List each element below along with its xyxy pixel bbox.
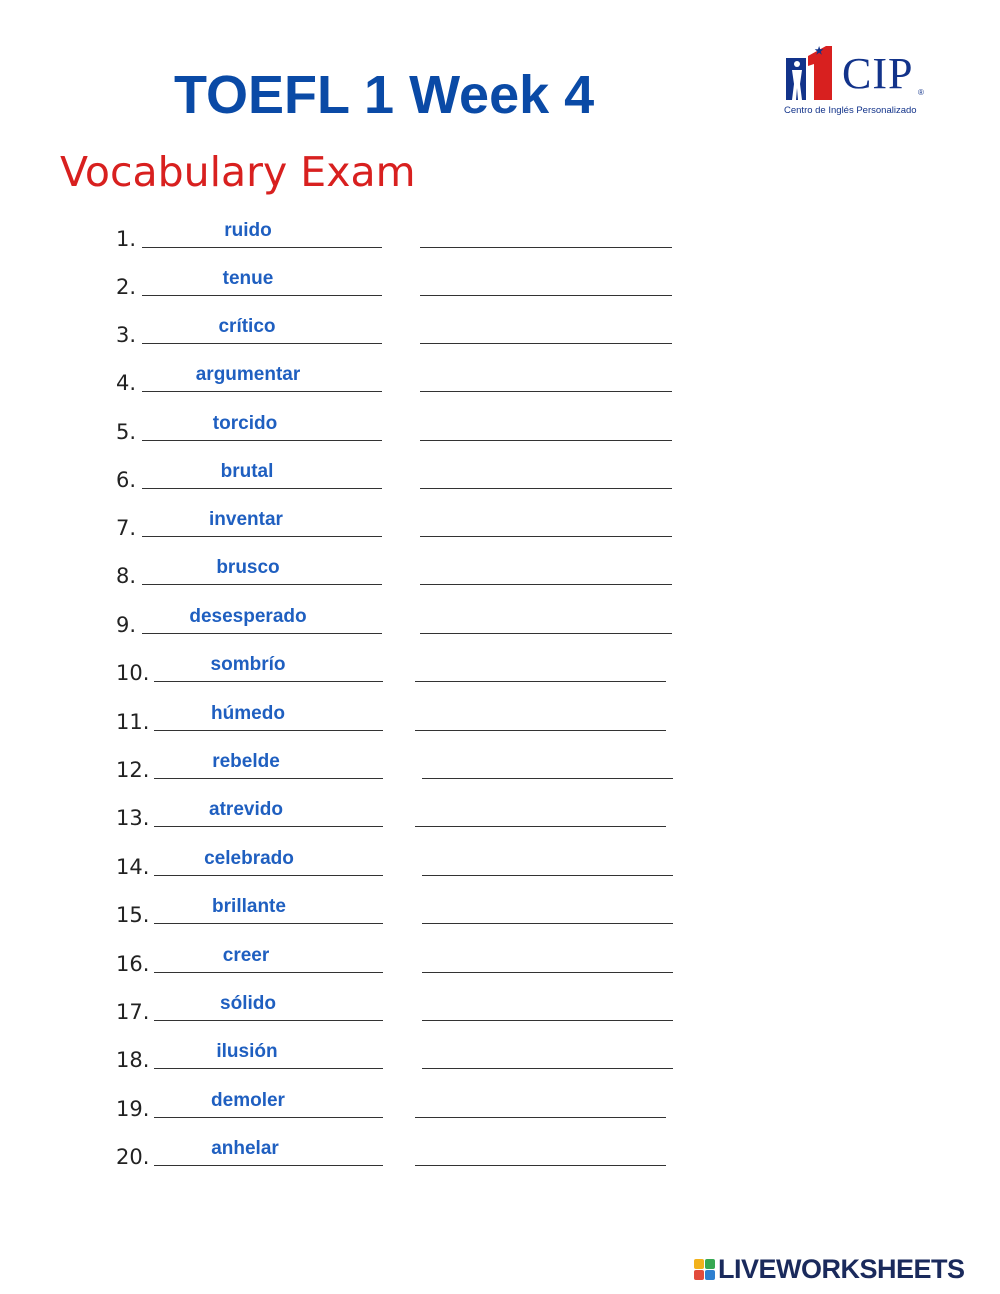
answer-field-english[interactable] (415, 730, 666, 731)
exam-item (0, 1124, 1000, 1168)
exam-item (0, 254, 1000, 298)
answer-field-english[interactable] (415, 681, 666, 682)
answer-field-english[interactable] (415, 826, 666, 827)
item-answer: celebrado (204, 848, 294, 869)
answer-field-spanish[interactable] (154, 1165, 383, 1166)
item-number: 6. (116, 468, 137, 492)
item-answer: demoler (211, 1090, 285, 1111)
item-answer: creer (222, 945, 270, 966)
item-number: 3. (116, 323, 137, 347)
answer-field-spanish[interactable] (154, 778, 383, 779)
answer-field-english[interactable] (420, 633, 672, 634)
exam-item (0, 979, 1000, 1023)
answer-field-spanish[interactable] (142, 391, 382, 392)
answer-field-spanish[interactable] (142, 536, 382, 537)
answer-field-english[interactable] (420, 440, 672, 441)
item-answer: tenue (222, 268, 274, 289)
item-answer: torcido (212, 413, 278, 434)
item-answer: atrevido (209, 799, 283, 820)
item-answer: brillante (212, 896, 286, 917)
item-number: 8. (116, 564, 137, 588)
logo-letters: CIP (842, 49, 914, 98)
answer-field-english[interactable] (420, 536, 672, 537)
exam-item (0, 689, 1000, 733)
answer-field-spanish[interactable] (142, 633, 382, 634)
exam-item (0, 543, 1000, 587)
item-number: 14. (116, 855, 150, 879)
item-number: 4. (116, 371, 137, 395)
item-answer: rebelde (212, 751, 280, 772)
answer-field-spanish[interactable] (154, 730, 383, 731)
answer-field-spanish[interactable] (142, 440, 382, 441)
cip-logo (782, 44, 932, 119)
exam-item (0, 640, 1000, 684)
answer-field-english[interactable] (420, 343, 672, 344)
cip-logo-icon (782, 44, 842, 102)
exam-item (0, 737, 1000, 781)
logo-registered: ® (918, 88, 924, 97)
answer-field-english[interactable] (420, 247, 672, 248)
item-answer: brusco (216, 557, 280, 578)
item-answer: desesperado (189, 606, 307, 627)
liveworksheets-icon (694, 1259, 716, 1281)
item-number: 10. (116, 661, 150, 685)
item-number: 2. (116, 275, 137, 299)
item-number: 1. (116, 227, 137, 251)
answer-field-spanish[interactable] (142, 488, 382, 489)
answer-field-spanish[interactable] (142, 295, 382, 296)
item-answer: crítico (218, 316, 276, 337)
answer-field-english[interactable] (422, 1068, 673, 1069)
item-answer: ruido (224, 220, 272, 241)
item-answer: argumentar (195, 364, 301, 385)
exam-item (0, 785, 1000, 829)
answer-field-english[interactable] (415, 1117, 666, 1118)
answer-field-spanish[interactable] (154, 875, 383, 876)
item-number: 7. (116, 516, 137, 540)
exam-item (0, 206, 1000, 250)
exam-item (0, 302, 1000, 346)
answer-field-spanish[interactable] (142, 343, 382, 344)
answer-field-english[interactable] (422, 875, 673, 876)
exam-item (0, 495, 1000, 539)
answer-field-spanish[interactable] (142, 584, 382, 585)
answer-field-spanish[interactable] (154, 826, 383, 827)
logo-caption: Centro de Inglés Personalizado (784, 105, 917, 116)
answer-field-english[interactable] (422, 778, 673, 779)
answer-field-spanish[interactable] (154, 1020, 383, 1021)
page-title: TOEFL 1 Week 4 (174, 65, 595, 125)
exam-item (0, 447, 1000, 491)
item-number: 5. (116, 420, 137, 444)
item-number: 13. (116, 806, 150, 830)
exam-item (0, 1027, 1000, 1071)
answer-field-english[interactable] (420, 295, 672, 296)
answer-field-english[interactable] (415, 1165, 666, 1166)
answer-field-english[interactable] (422, 1020, 673, 1021)
item-number: 9. (116, 613, 137, 637)
item-number: 18. (116, 1048, 150, 1072)
item-number: 19. (116, 1097, 150, 1121)
item-answer: húmedo (211, 703, 285, 724)
answer-field-spanish[interactable] (154, 1068, 383, 1069)
answer-field-spanish[interactable] (142, 247, 382, 248)
item-number: 20. (116, 1145, 150, 1169)
answer-field-english[interactable] (420, 584, 672, 585)
answer-field-spanish[interactable] (154, 923, 383, 924)
item-number: 15. (116, 903, 150, 927)
answer-field-english[interactable] (420, 391, 672, 392)
liveworksheets-brand: LIVEWORKSHEETS (718, 1254, 965, 1284)
exam-item (0, 1076, 1000, 1120)
exam-item (0, 399, 1000, 443)
exam-item (0, 882, 1000, 926)
answer-field-spanish[interactable] (154, 1117, 383, 1118)
exam-item (0, 834, 1000, 878)
item-number: 12. (116, 758, 150, 782)
answer-field-spanish[interactable] (154, 681, 383, 682)
item-number: 11. (116, 710, 150, 734)
item-answer: brutal (220, 461, 274, 482)
answer-field-english[interactable] (422, 923, 673, 924)
item-answer: sólido (220, 993, 276, 1014)
answer-field-spanish[interactable] (154, 972, 383, 973)
exam-item (0, 592, 1000, 636)
answer-field-english[interactable] (422, 972, 673, 973)
page-subtitle: Vocabulary Exam (60, 148, 416, 196)
item-answer: sombrío (210, 654, 286, 675)
item-answer: ilusión (216, 1041, 278, 1062)
item-answer: anhelar (211, 1138, 279, 1159)
item-answer: inventar (209, 509, 283, 530)
answer-field-english[interactable] (420, 488, 672, 489)
exam-item (0, 350, 1000, 394)
item-number: 17. (116, 1000, 150, 1024)
exam-item (0, 931, 1000, 975)
item-number: 16. (116, 952, 150, 976)
